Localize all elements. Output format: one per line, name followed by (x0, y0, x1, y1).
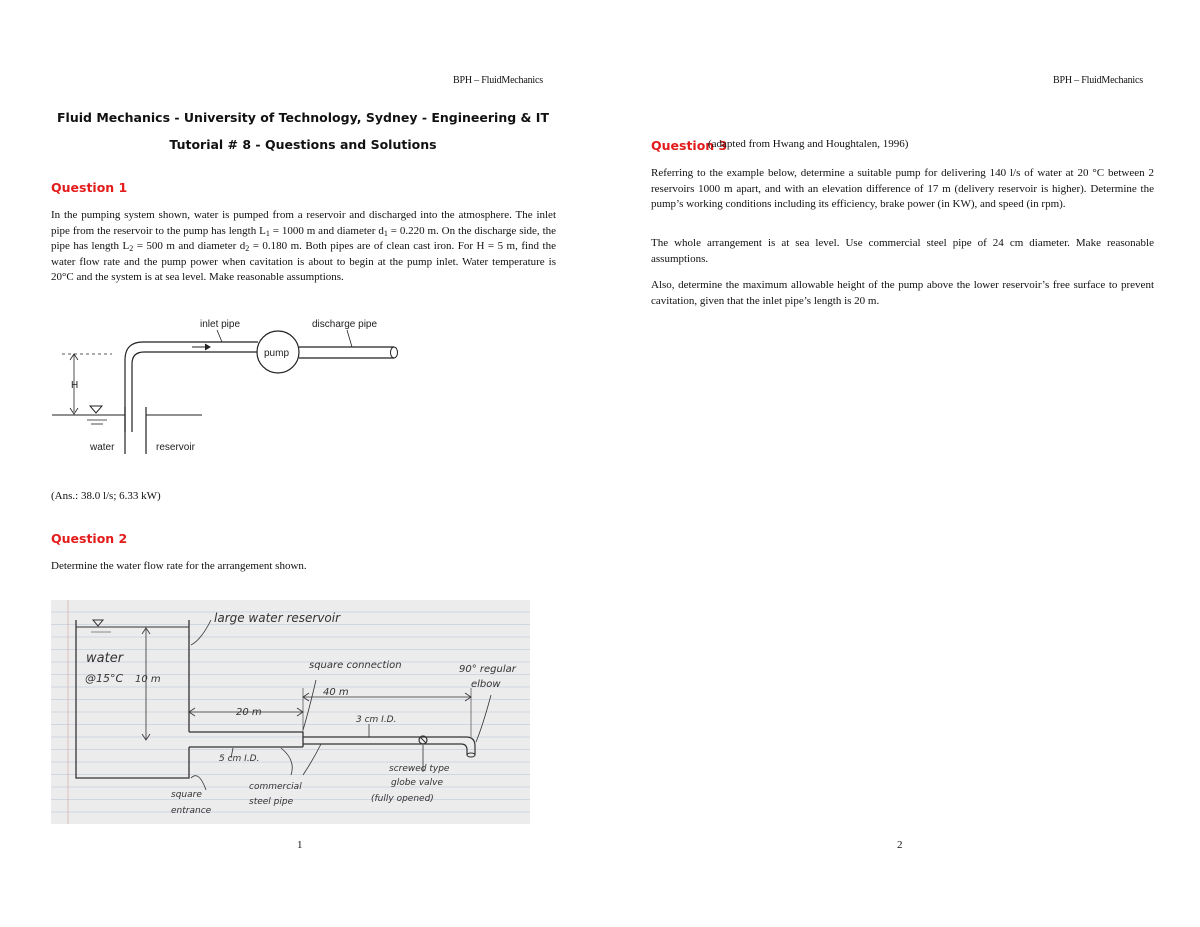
square-connection-label: square connection (309, 660, 402, 671)
height-10m-label: 10 m (135, 674, 161, 685)
entrance-label-2: entrance (171, 806, 212, 816)
question-3-paragraph-1: Referring to the example below, determine a suitable pump for delivering 140 l/s of water at 20 °C between 2 reservoirs 1000 m apart, and with an elevation difference of 17 m (delivery reservoir is higher). Determine the pump’s working conditions including its efficiency, brake power (in KW), and speed (in rpm). (651, 167, 1154, 210)
large-reservoir-label: large water reservoir (214, 611, 341, 625)
length-40m-label: 40 m (323, 687, 349, 698)
tutorial-title: Tutorial # 8 - Questions and Solutions (169, 137, 437, 152)
discharge-pipe-label: discharge pipe (312, 319, 378, 330)
page-number: 1 (297, 839, 303, 851)
elbow-label-1: 90° regular (459, 664, 516, 675)
page-header: BPH – FluidMechanics (1053, 75, 1143, 86)
inlet-pipe-label: inlet pipe (200, 319, 241, 330)
question-1-answer: (Ans.: 38.0 l/s; 6.33 kW) (51, 490, 161, 502)
question-3-source: (adapted from Hwang and Houghtalen, 1996) (708, 138, 909, 150)
question-2-text: Determine the water flow rate for the arrangement shown. (51, 560, 307, 572)
question-1-text: In the pumping system shown, water is pumped from a reservoir and discharged into the atmosphere. The inlet pipe from the reservoir to the pump has length $L_1 = 1000$ m and diameter $d_1 = 0.220$ m. On the discharge side, the pipe has length $L_2 = 500$ m and diameter $d_2 = 0.180$ m. Both pipes are of clean cast iron. For H = 5 m, find the water flow rate and the pump power when cavitation is about to begin at the pump inlet. Water temperature is 20°C and the system is at sea level. Make reasonable assumptions. (51, 209, 557, 283)
length-20m-label: 20 m (236, 707, 262, 718)
question-3-paragraph-2: The whole arrangement is at sea level. Use commercial steel pipe of 24 cm diameter. Make reasonable assumptions. (651, 237, 1154, 265)
page-header: BPH – FluidMechanics (453, 75, 543, 86)
question-2-heading: Question 2 (51, 531, 128, 546)
pump-label: pump (264, 348, 290, 359)
document-title: Fluid Mechanics - University of Technology, Sydney - Engineering & IT (57, 110, 549, 125)
valve-label-3: (fully opened) (371, 794, 434, 804)
page-number: 2 (897, 839, 903, 851)
valve-label-1: screwed type (389, 764, 450, 774)
question-3-paragraph-3: Also, determine the maximum allowable height of the pump above the lower reservoir’s free surface to prevent cavitation, given that the inlet pipe’s length is 20 m. (651, 279, 1154, 307)
pipe-arrangement-sketch (51, 600, 530, 824)
reservoir-label: reservoir (156, 442, 195, 453)
pumping-system-figure (52, 312, 408, 462)
pipe-label-2: steel pipe (249, 797, 294, 807)
entrance-label-1: square (171, 790, 202, 800)
water-label-sketch: water (86, 651, 124, 666)
temperature-label: @15°C (85, 672, 124, 685)
page-2 (600, 0, 1200, 927)
elbow-label-2: elbow (471, 679, 501, 690)
height-label: H (71, 380, 79, 391)
pipe-label-1: commercial (249, 782, 302, 792)
diameter-5cm-label: 5 cm I.D. (219, 754, 260, 764)
diameter-3cm-label: 3 cm I.D. (356, 715, 397, 725)
question-1-heading: Question 1 (51, 180, 128, 195)
question-3-heading: Question 3 (651, 138, 728, 153)
valve-label-2: globe valve (391, 778, 444, 788)
water-label: water (90, 442, 115, 453)
